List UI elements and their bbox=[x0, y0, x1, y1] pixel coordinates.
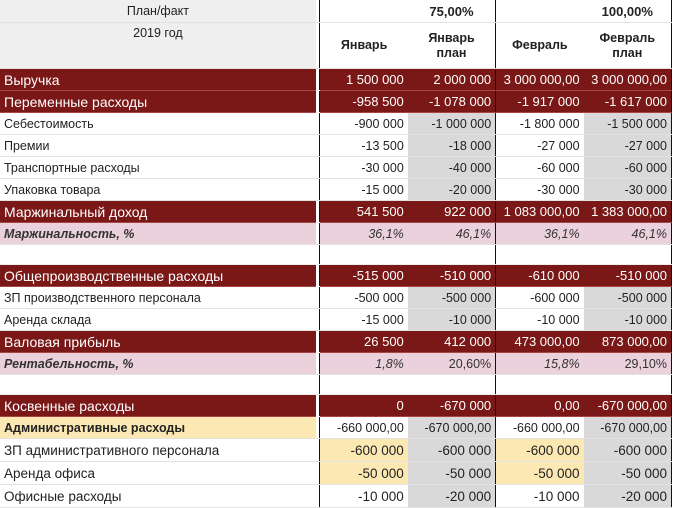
cell-jan-plan[interactable]: 2 000 000 bbox=[408, 69, 496, 91]
empty-cell[interactable] bbox=[584, 375, 672, 395]
cell-feb-plan[interactable]: -50 000 bbox=[584, 462, 672, 485]
cell-feb-plan[interactable]: 29,10% bbox=[584, 353, 672, 375]
cell-feb-plan[interactable]: 3 000 000,00 bbox=[584, 69, 672, 91]
cell-feb-plan[interactable]: 873 000,00 bbox=[584, 331, 672, 353]
row-label[interactable]: Офисные расходы bbox=[0, 485, 316, 508]
col-header-feb-plan[interactable]: Февраль план bbox=[584, 23, 672, 69]
cell-jan[interactable]: 36,1% bbox=[320, 223, 408, 245]
cell-jan[interactable]: -958 500 bbox=[320, 91, 408, 113]
row-label[interactable]: Аренда офиса bbox=[0, 462, 316, 485]
empty-cell[interactable] bbox=[320, 0, 408, 23]
row-label[interactable]: Маржинальный доход bbox=[0, 201, 316, 223]
plan-fact-label[interactable]: План/факт bbox=[0, 0, 316, 23]
empty-cell[interactable] bbox=[408, 245, 496, 265]
cell-jan-plan[interactable]: -18 000 bbox=[408, 135, 496, 157]
cell-feb[interactable]: -610 000 bbox=[496, 265, 584, 287]
empty-cell[interactable] bbox=[320, 375, 408, 395]
row-label[interactable]: Переменные расходы bbox=[0, 91, 316, 113]
empty-cell[interactable] bbox=[496, 245, 584, 265]
row-cost-price bbox=[0, 113, 672, 135]
cell-jan[interactable]: -515 000 bbox=[320, 265, 408, 287]
empty-cell[interactable] bbox=[584, 245, 672, 265]
empty-cell[interactable] bbox=[0, 375, 316, 395]
cell-jan-plan[interactable]: -50 000 bbox=[408, 462, 496, 485]
cell-jan-plan[interactable]: 20,60% bbox=[408, 353, 496, 375]
empty-cell[interactable] bbox=[408, 375, 496, 395]
cell-feb[interactable]: -600 000 bbox=[496, 439, 584, 462]
cell-jan[interactable]: -660 000,00 bbox=[320, 417, 408, 439]
cell-jan[interactable]: -600 000 bbox=[320, 439, 408, 462]
col-header-jan[interactable]: Январь bbox=[320, 23, 408, 69]
cell-feb[interactable]: 473 000,00 bbox=[496, 331, 584, 353]
cell-feb-plan[interactable]: -670 000,00 bbox=[584, 417, 672, 439]
header-row-percent bbox=[0, 0, 672, 23]
cell-jan-plan[interactable]: -510 000 bbox=[408, 265, 496, 287]
empty-cell[interactable] bbox=[496, 375, 584, 395]
cell-jan-plan[interactable]: -20 000 bbox=[408, 485, 496, 508]
cell-feb-plan[interactable]: -10 000 bbox=[584, 309, 672, 331]
cell-jan-plan[interactable]: -10 000 bbox=[408, 309, 496, 331]
row-profitability-percent bbox=[0, 353, 672, 375]
cell-feb[interactable]: -1 800 000 bbox=[496, 113, 584, 135]
cell-feb-plan[interactable]: -20 000 bbox=[584, 485, 672, 508]
row-label[interactable]: Маржинальность, % bbox=[0, 223, 316, 245]
row-revenue bbox=[0, 69, 672, 91]
cell-jan-plan[interactable]: -1 000 000 bbox=[408, 113, 496, 135]
cell-jan-plan[interactable]: -20 000 bbox=[408, 179, 496, 201]
cell-feb-plan[interactable]: -500 000 bbox=[584, 287, 672, 309]
empty-cell[interactable] bbox=[496, 0, 584, 23]
cell-feb-plan[interactable]: -510 000 bbox=[584, 265, 672, 287]
cell-feb-plan[interactable]: -27 000 bbox=[584, 135, 672, 157]
empty-cell[interactable] bbox=[320, 245, 408, 265]
row-blank bbox=[0, 245, 672, 265]
row-warehouse-rent bbox=[0, 309, 672, 331]
row-margin-income bbox=[0, 201, 672, 223]
cell-jan[interactable]: 0 bbox=[320, 395, 408, 417]
row-admin-salary bbox=[0, 439, 672, 462]
row-margin-percent bbox=[0, 223, 672, 245]
row-label[interactable]: Выручка bbox=[0, 69, 316, 91]
row-label[interactable]: Общепроизводственные расходы bbox=[0, 265, 316, 287]
row-label[interactable]: Премии bbox=[0, 135, 316, 157]
jan-percent[interactable]: 75,00% bbox=[408, 0, 496, 23]
cell-feb[interactable]: 15,8% bbox=[496, 353, 584, 375]
cell-jan-plan[interactable]: 412 000 bbox=[408, 331, 496, 353]
cell-jan[interactable]: -15 000 bbox=[320, 309, 408, 331]
cell-feb-plan[interactable]: -1 617 000 bbox=[584, 91, 672, 113]
cell-feb[interactable]: 1 083 000,00 bbox=[496, 201, 584, 223]
cell-feb-plan[interactable]: -60 000 bbox=[584, 157, 672, 179]
cell-jan-plan[interactable]: -500 000 bbox=[408, 287, 496, 309]
row-admin-costs bbox=[0, 417, 672, 439]
row-production-salary bbox=[0, 287, 672, 309]
cell-feb[interactable]: -1 917 000 bbox=[496, 91, 584, 113]
cell-jan-plan[interactable]: -40 000 bbox=[408, 157, 496, 179]
cell-jan-plan[interactable]: -670 000 bbox=[408, 395, 496, 417]
cell-jan[interactable]: -50 000 bbox=[320, 462, 408, 485]
cell-feb-plan[interactable]: -670 000,00 bbox=[584, 395, 672, 417]
row-label[interactable]: Валовая прибыль bbox=[0, 331, 316, 353]
row-label[interactable]: Транспортные расходы bbox=[0, 157, 316, 179]
cell-feb[interactable]: -30 000 bbox=[496, 179, 584, 201]
cell-feb[interactable]: -10 000 bbox=[496, 309, 584, 331]
col-header-feb[interactable]: Февраль bbox=[496, 23, 584, 69]
cell-feb[interactable]: -50 000 bbox=[496, 462, 584, 485]
row-variable-costs bbox=[0, 91, 672, 113]
year-label[interactable]: 2019 год bbox=[0, 23, 316, 69]
cell-jan[interactable]: -30 000 bbox=[320, 157, 408, 179]
cell-feb-plan[interactable]: 1 383 000,00 bbox=[584, 201, 672, 223]
cell-jan[interactable]: -13 500 bbox=[320, 135, 408, 157]
row-label[interactable]: Административные расходы bbox=[0, 417, 316, 439]
cell-feb[interactable]: 0,00 bbox=[496, 395, 584, 417]
row-bonuses bbox=[0, 135, 672, 157]
row-gross-profit bbox=[0, 331, 672, 353]
cell-feb[interactable]: 3 000 000,00 bbox=[496, 69, 584, 91]
row-label[interactable]: ЗП производственного персонала bbox=[0, 287, 316, 309]
row-packaging bbox=[0, 179, 672, 201]
row-label[interactable]: Аренда склада bbox=[0, 309, 316, 331]
cell-jan[interactable]: -500 000 bbox=[320, 287, 408, 309]
cell-jan[interactable]: -900 000 bbox=[320, 113, 408, 135]
cell-jan[interactable]: -10 000 bbox=[320, 485, 408, 508]
cell-feb-plan[interactable]: -600 000 bbox=[584, 439, 672, 462]
row-transport bbox=[0, 157, 672, 179]
row-office-rent bbox=[0, 462, 672, 485]
cell-jan-plan[interactable]: -670 000,00 bbox=[408, 417, 496, 439]
cell-jan-plan[interactable]: 46,1% bbox=[408, 223, 496, 245]
col-header-jan-plan[interactable]: Январь план bbox=[408, 23, 496, 69]
cell-feb[interactable]: -60 000 bbox=[496, 157, 584, 179]
row-blank bbox=[0, 375, 672, 395]
row-indirect-costs bbox=[0, 395, 672, 417]
row-label[interactable]: Себестоимость bbox=[0, 113, 316, 135]
row-office-expenses bbox=[0, 485, 672, 508]
feb-percent[interactable]: 100,00% bbox=[584, 0, 672, 23]
header-row-columns bbox=[0, 23, 672, 69]
cell-feb[interactable]: 36,1% bbox=[496, 223, 584, 245]
cell-feb-plan[interactable]: -1 500 000 bbox=[584, 113, 672, 135]
cell-jan[interactable]: 1 500 000 bbox=[320, 69, 408, 91]
cell-feb[interactable]: -660 000,00 bbox=[496, 417, 584, 439]
cell-feb[interactable]: -27 000 bbox=[496, 135, 584, 157]
cell-jan-plan[interactable]: -600 000 bbox=[408, 439, 496, 462]
cell-feb[interactable]: -10 000 bbox=[496, 485, 584, 508]
empty-cell[interactable] bbox=[0, 245, 316, 265]
row-overhead bbox=[0, 265, 672, 287]
cell-jan[interactable]: 26 500 bbox=[320, 331, 408, 353]
row-label[interactable]: Рентабельность, % bbox=[0, 353, 316, 375]
cell-jan[interactable]: 541 500 bbox=[320, 201, 408, 223]
row-label[interactable]: Упаковка товара bbox=[0, 179, 316, 201]
row-label[interactable]: ЗП административного персонала bbox=[0, 439, 316, 462]
cell-jan-plan[interactable]: -1 078 000 bbox=[408, 91, 496, 113]
cell-feb[interactable]: -600 000 bbox=[496, 287, 584, 309]
row-label[interactable]: Косвенные расходы bbox=[0, 395, 316, 417]
cell-feb-plan[interactable]: -30 000 bbox=[584, 179, 672, 201]
cell-jan[interactable]: 1,8% bbox=[320, 353, 408, 375]
cell-jan[interactable]: -15 000 bbox=[320, 179, 408, 201]
cell-feb-plan[interactable]: 46,1% bbox=[584, 223, 672, 245]
cell-jan-plan[interactable]: 922 000 bbox=[408, 201, 496, 223]
